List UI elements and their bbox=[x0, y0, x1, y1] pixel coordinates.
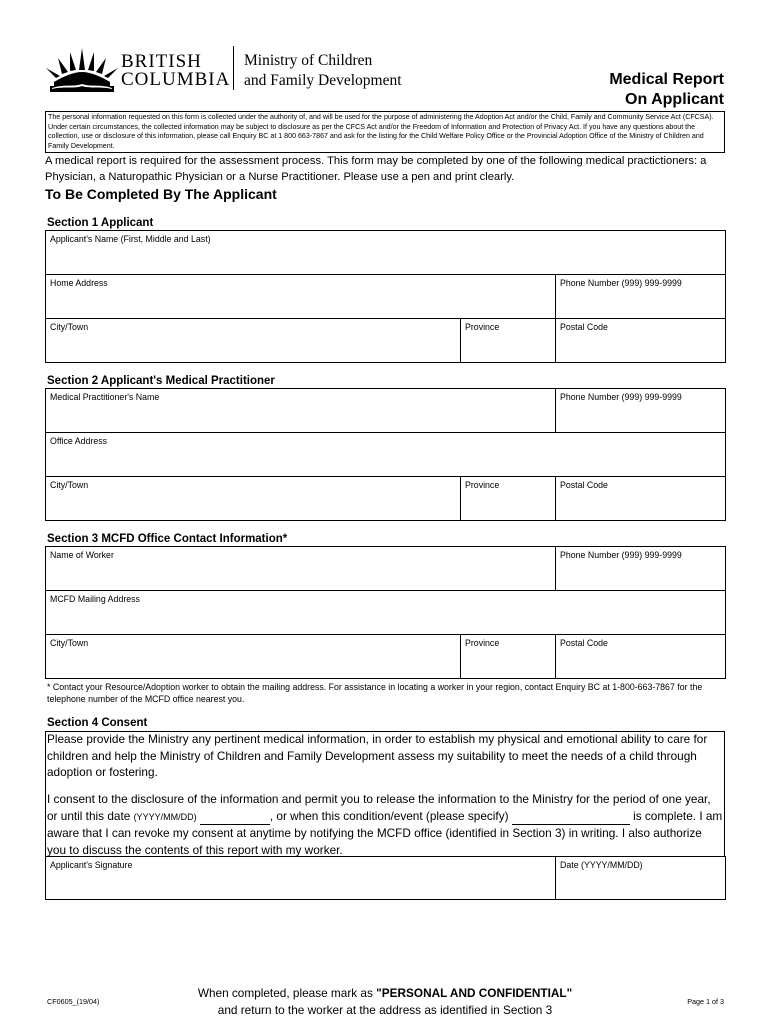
office-address-field[interactable] bbox=[46, 433, 726, 477]
field-label: Applicant's Name (First, Middle and Last) bbox=[50, 234, 211, 244]
field-label: City/Town bbox=[50, 638, 89, 648]
field-label: Office Address bbox=[50, 436, 108, 446]
field-label: Postal Code bbox=[560, 638, 608, 648]
section2-table bbox=[45, 388, 726, 521]
field-label: Phone Number (999) 999-9999 bbox=[560, 278, 682, 288]
field-label: Phone Number (999) 999-9999 bbox=[560, 550, 682, 560]
mcfd-mailing-address-field[interactable] bbox=[46, 591, 726, 635]
footer-instruction-line2: and return to the worker at the address as identified in Section 3 bbox=[217, 1003, 553, 1017]
practitioner-name-field[interactable] bbox=[46, 389, 556, 433]
intro-text: A medical report is required for the assessment process. This form may be completed by one of the following medical practictioners: a Physician, a Naturopathic Physician or a Nurse Practitioner. Please use a pen and print clearly. bbox=[45, 155, 707, 183]
field-label: Province bbox=[465, 322, 500, 332]
consent-condition-field[interactable] bbox=[512, 808, 630, 826]
practitioner-postal-field[interactable] bbox=[556, 477, 726, 521]
consent-text-a: I consent to the disclosure of the information and permit you to release the information to the Ministry for the period of one year, or until this date bbox=[47, 792, 711, 823]
home-address-field[interactable] bbox=[46, 275, 556, 319]
form-code: CF0605_(19/04) bbox=[47, 997, 100, 1006]
confidential-label: "PERSONAL AND CONFIDENTIAL" bbox=[376, 986, 573, 1000]
consent-paragraph-1: Please provide the Ministry any pertinent medical information, in order to establish my physical and emotional ability to care for children and help the Ministry of Children and Family Development assess my suitability to meet the needs of a child through adoption or fostering. bbox=[47, 732, 708, 779]
field-label: City/Town bbox=[50, 480, 89, 490]
section1-table bbox=[45, 230, 726, 363]
org-name-line2: COLUMBIA bbox=[121, 69, 231, 90]
page-number: Page 1 of 3 bbox=[687, 997, 724, 1006]
field-label: Province bbox=[465, 638, 500, 648]
ministry-name-line2: and Family Development bbox=[244, 72, 402, 89]
form-title-line2: On Applicant bbox=[625, 91, 724, 108]
applicant-phone-field[interactable] bbox=[556, 275, 726, 319]
applicant-city-field[interactable] bbox=[46, 319, 461, 363]
privacy-notice: The personal information requested on this form is collected under the authority of, and will be used for the purpose of administering the Adoption Act and/or the Child, Family and Community Service Act (CFCSA). Under certain circumstances, the collected information may be subject to disclosure as per the CFCS Act and/or the Freedom of Information and Protection of Privacy Act. If you have any questions about the collection, use or disclosure of this information, please call Enquiry BC at 1 800 663-7867 and ask for the listing for the Child Welfare Policy Office or the Provincial Adoption Office of the Ministry of Children and Family Development. bbox=[45, 111, 725, 153]
consent-paragraph-2 bbox=[46, 791, 723, 858]
field-label: Medical Practitioner's Name bbox=[50, 392, 160, 402]
field-label: Postal Code bbox=[560, 480, 608, 490]
date-format-hint: (YYYY/MM/DD) bbox=[133, 811, 197, 822]
signature-date-field[interactable] bbox=[556, 857, 726, 900]
worker-phone-field[interactable] bbox=[556, 547, 726, 591]
consent-until-date-field[interactable] bbox=[200, 808, 270, 826]
practitioner-city-field[interactable] bbox=[46, 477, 461, 521]
section3-title: Section 3 MCFD Office Contact Information* bbox=[47, 533, 288, 545]
section2-title: Section 2 Applicant's Medical Practitioner bbox=[47, 375, 275, 387]
main-heading: To Be Completed By The Applicant bbox=[45, 186, 277, 202]
applicant-signature-field[interactable] bbox=[46, 857, 556, 900]
applicant-name-field[interactable] bbox=[46, 231, 726, 275]
consent-text-b: , or when this condition/event (please specify) bbox=[269, 808, 509, 823]
section1-title: Section 1 Applicant bbox=[47, 217, 154, 229]
section4-title: Section 4 Consent bbox=[47, 717, 148, 729]
mcfd-city-field[interactable] bbox=[46, 635, 461, 679]
practitioner-province-field[interactable] bbox=[461, 477, 556, 521]
worker-name-field[interactable] bbox=[46, 547, 556, 591]
field-label: Home Address bbox=[50, 278, 108, 288]
org-name-line1: BRITISH bbox=[121, 51, 202, 72]
field-label: Postal Code bbox=[560, 322, 608, 332]
field-label: Province bbox=[465, 480, 500, 490]
field-label: City/Town bbox=[50, 322, 89, 332]
practitioner-phone-field[interactable] bbox=[556, 389, 726, 433]
consent-text-c: is complete. I am aware that I can revoke my consent at anytime by notifying the MCFD office (identified in Section 3) in writing. I also authorize you to discuss the contents of this report with my worker. bbox=[47, 808, 723, 857]
footer-instruction-line1 bbox=[0, 985, 770, 1001]
signature-table bbox=[45, 856, 726, 900]
logo-divider bbox=[233, 46, 234, 90]
field-label: Phone Number (999) 999-9999 bbox=[560, 392, 682, 402]
applicant-postal-field[interactable] bbox=[556, 319, 726, 363]
field-label: Name of Worker bbox=[50, 550, 114, 560]
applicant-province-field[interactable] bbox=[461, 319, 556, 363]
ministry-name-line1: Ministry of Children bbox=[244, 52, 373, 69]
form-title-line1: Medical Report bbox=[609, 71, 724, 88]
bc-logo-sun-icon bbox=[44, 46, 120, 96]
field-label: Applicant's Signature bbox=[50, 860, 133, 870]
field-label: MCFD Mailing Address bbox=[50, 594, 140, 604]
section3-table bbox=[45, 546, 726, 679]
footer-instruction-text: When completed, please mark as bbox=[197, 986, 377, 1000]
mcfd-postal-field[interactable] bbox=[556, 635, 726, 679]
section3-footnote: * Contact your Resource/Adoption worker to obtain the mailing address. For assistance in locating a worker in your region, contact Enquiry BC at 1-800-663-7867 for the telephone number of the MCFD office nearest you. bbox=[47, 682, 703, 704]
mcfd-province-field[interactable] bbox=[461, 635, 556, 679]
field-label: Date (YYYY/MM/DD) bbox=[560, 860, 643, 870]
